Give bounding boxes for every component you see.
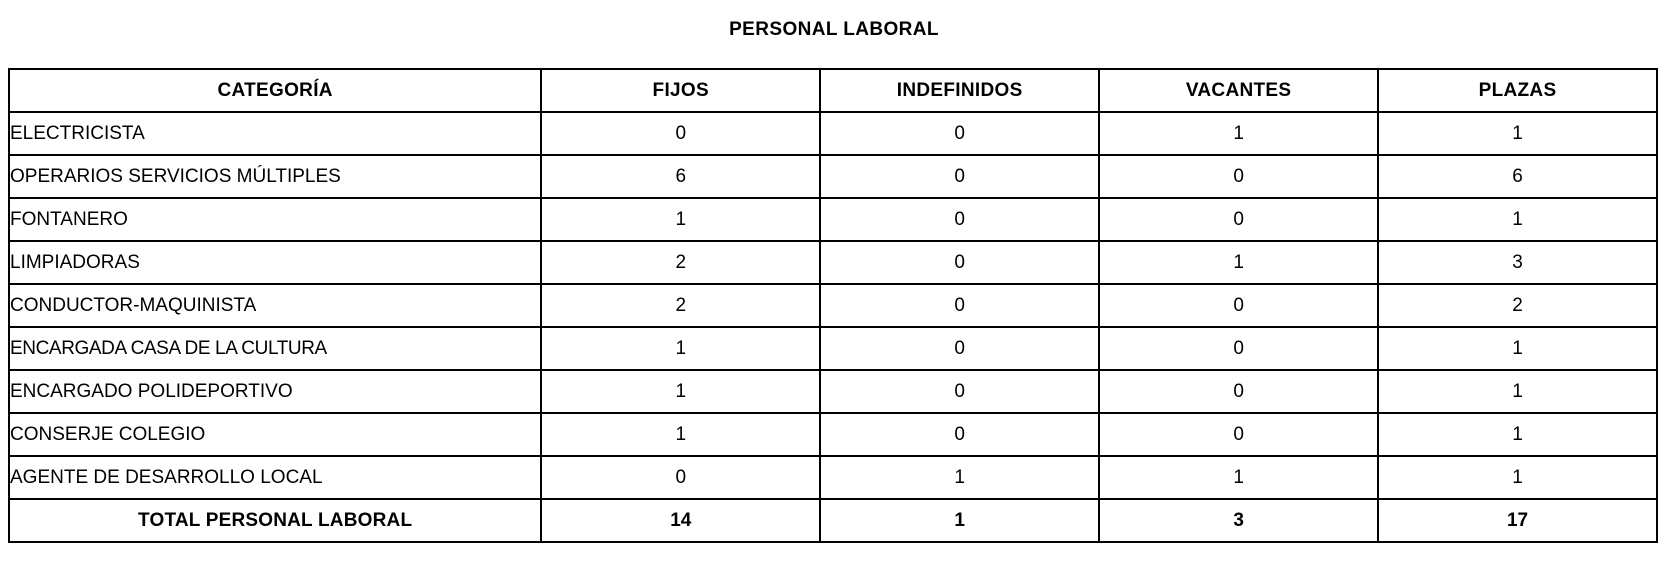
cell-fijos: 0 bbox=[541, 456, 820, 499]
cell-total-label: TOTAL PERSONAL LABORAL bbox=[9, 499, 541, 542]
cell-categoria: FONTANERO bbox=[9, 198, 541, 241]
cell-indefinidos: 0 bbox=[820, 413, 1099, 456]
cell-indefinidos: 0 bbox=[820, 370, 1099, 413]
cell-indefinidos: 0 bbox=[820, 284, 1099, 327]
cell-vacantes: 0 bbox=[1099, 327, 1378, 370]
cell-vacantes: 0 bbox=[1099, 155, 1378, 198]
staff-table-container bbox=[8, 68, 1660, 543]
column-header-vacantes: VACANTES bbox=[1099, 69, 1378, 112]
cell-categoria: ENCARGADO POLIDEPORTIVO bbox=[9, 370, 541, 413]
table-row bbox=[9, 241, 1657, 284]
column-header-categoria: CATEGORÍA bbox=[9, 69, 541, 112]
table-header-row bbox=[9, 69, 1657, 112]
cell-categoria: OPERARIOS SERVICIOS MÚLTIPLES bbox=[9, 155, 541, 198]
cell-vacantes: 1 bbox=[1099, 112, 1378, 155]
cell-indefinidos: 1 bbox=[820, 456, 1099, 499]
cell-fijos: 6 bbox=[541, 155, 820, 198]
cell-fijos: 1 bbox=[541, 370, 820, 413]
cell-plazas: 6 bbox=[1378, 155, 1657, 198]
cell-categoria: CONDUCTOR-MAQUINISTA bbox=[9, 284, 541, 327]
column-header-indefinidos: INDEFINIDOS bbox=[820, 69, 1099, 112]
cell-total-indefinidos: 1 bbox=[820, 499, 1099, 542]
personal-laboral-table bbox=[8, 68, 1658, 543]
cell-vacantes: 0 bbox=[1099, 370, 1378, 413]
cell-total-fijos: 14 bbox=[541, 499, 820, 542]
cell-fijos: 2 bbox=[541, 284, 820, 327]
table-row bbox=[9, 112, 1657, 155]
cell-plazas: 1 bbox=[1378, 327, 1657, 370]
cell-vacantes: 1 bbox=[1099, 456, 1378, 499]
cell-fijos: 0 bbox=[541, 112, 820, 155]
table-header bbox=[9, 69, 1657, 112]
column-header-fijos: FIJOS bbox=[541, 69, 820, 112]
cell-fijos: 2 bbox=[541, 241, 820, 284]
table-row bbox=[9, 198, 1657, 241]
cell-categoria: ENCARGADA CASA DE LA CULTURA bbox=[9, 327, 541, 370]
cell-plazas: 1 bbox=[1378, 370, 1657, 413]
cell-total-vacantes: 3 bbox=[1099, 499, 1378, 542]
cell-categoria: LIMPIADORAS bbox=[9, 241, 541, 284]
cell-vacantes: 0 bbox=[1099, 284, 1378, 327]
cell-categoria: CONSERJE COLEGIO bbox=[9, 413, 541, 456]
table-row bbox=[9, 155, 1657, 198]
cell-plazas: 1 bbox=[1378, 198, 1657, 241]
cell-plazas: 3 bbox=[1378, 241, 1657, 284]
column-header-plazas: PLAZAS bbox=[1378, 69, 1657, 112]
cell-indefinidos: 0 bbox=[820, 241, 1099, 284]
cell-indefinidos: 0 bbox=[820, 155, 1099, 198]
cell-fijos: 1 bbox=[541, 327, 820, 370]
cell-plazas: 1 bbox=[1378, 413, 1657, 456]
cell-categoria: AGENTE DE DESARROLLO LOCAL bbox=[9, 456, 541, 499]
cell-fijos: 1 bbox=[541, 413, 820, 456]
page-title: PERSONAL LABORAL bbox=[729, 19, 939, 40]
cell-fijos: 1 bbox=[541, 198, 820, 241]
cell-categoria: ELECTRICISTA bbox=[9, 112, 541, 155]
cell-vacantes: 0 bbox=[1099, 413, 1378, 456]
cell-plazas: 1 bbox=[1378, 456, 1657, 499]
cell-indefinidos: 0 bbox=[820, 198, 1099, 241]
table-row bbox=[9, 327, 1657, 370]
cell-vacantes: 1 bbox=[1099, 241, 1378, 284]
table-row bbox=[9, 413, 1657, 456]
table-row bbox=[9, 370, 1657, 413]
cell-plazas: 1 bbox=[1378, 112, 1657, 155]
table-total-row bbox=[9, 499, 1657, 542]
table-row bbox=[9, 284, 1657, 327]
table-body bbox=[9, 112, 1657, 542]
table-row bbox=[9, 456, 1657, 499]
cell-indefinidos: 0 bbox=[820, 112, 1099, 155]
cell-plazas: 2 bbox=[1378, 284, 1657, 327]
cell-total-plazas: 17 bbox=[1378, 499, 1657, 542]
cell-indefinidos: 0 bbox=[820, 327, 1099, 370]
cell-vacantes: 0 bbox=[1099, 198, 1378, 241]
